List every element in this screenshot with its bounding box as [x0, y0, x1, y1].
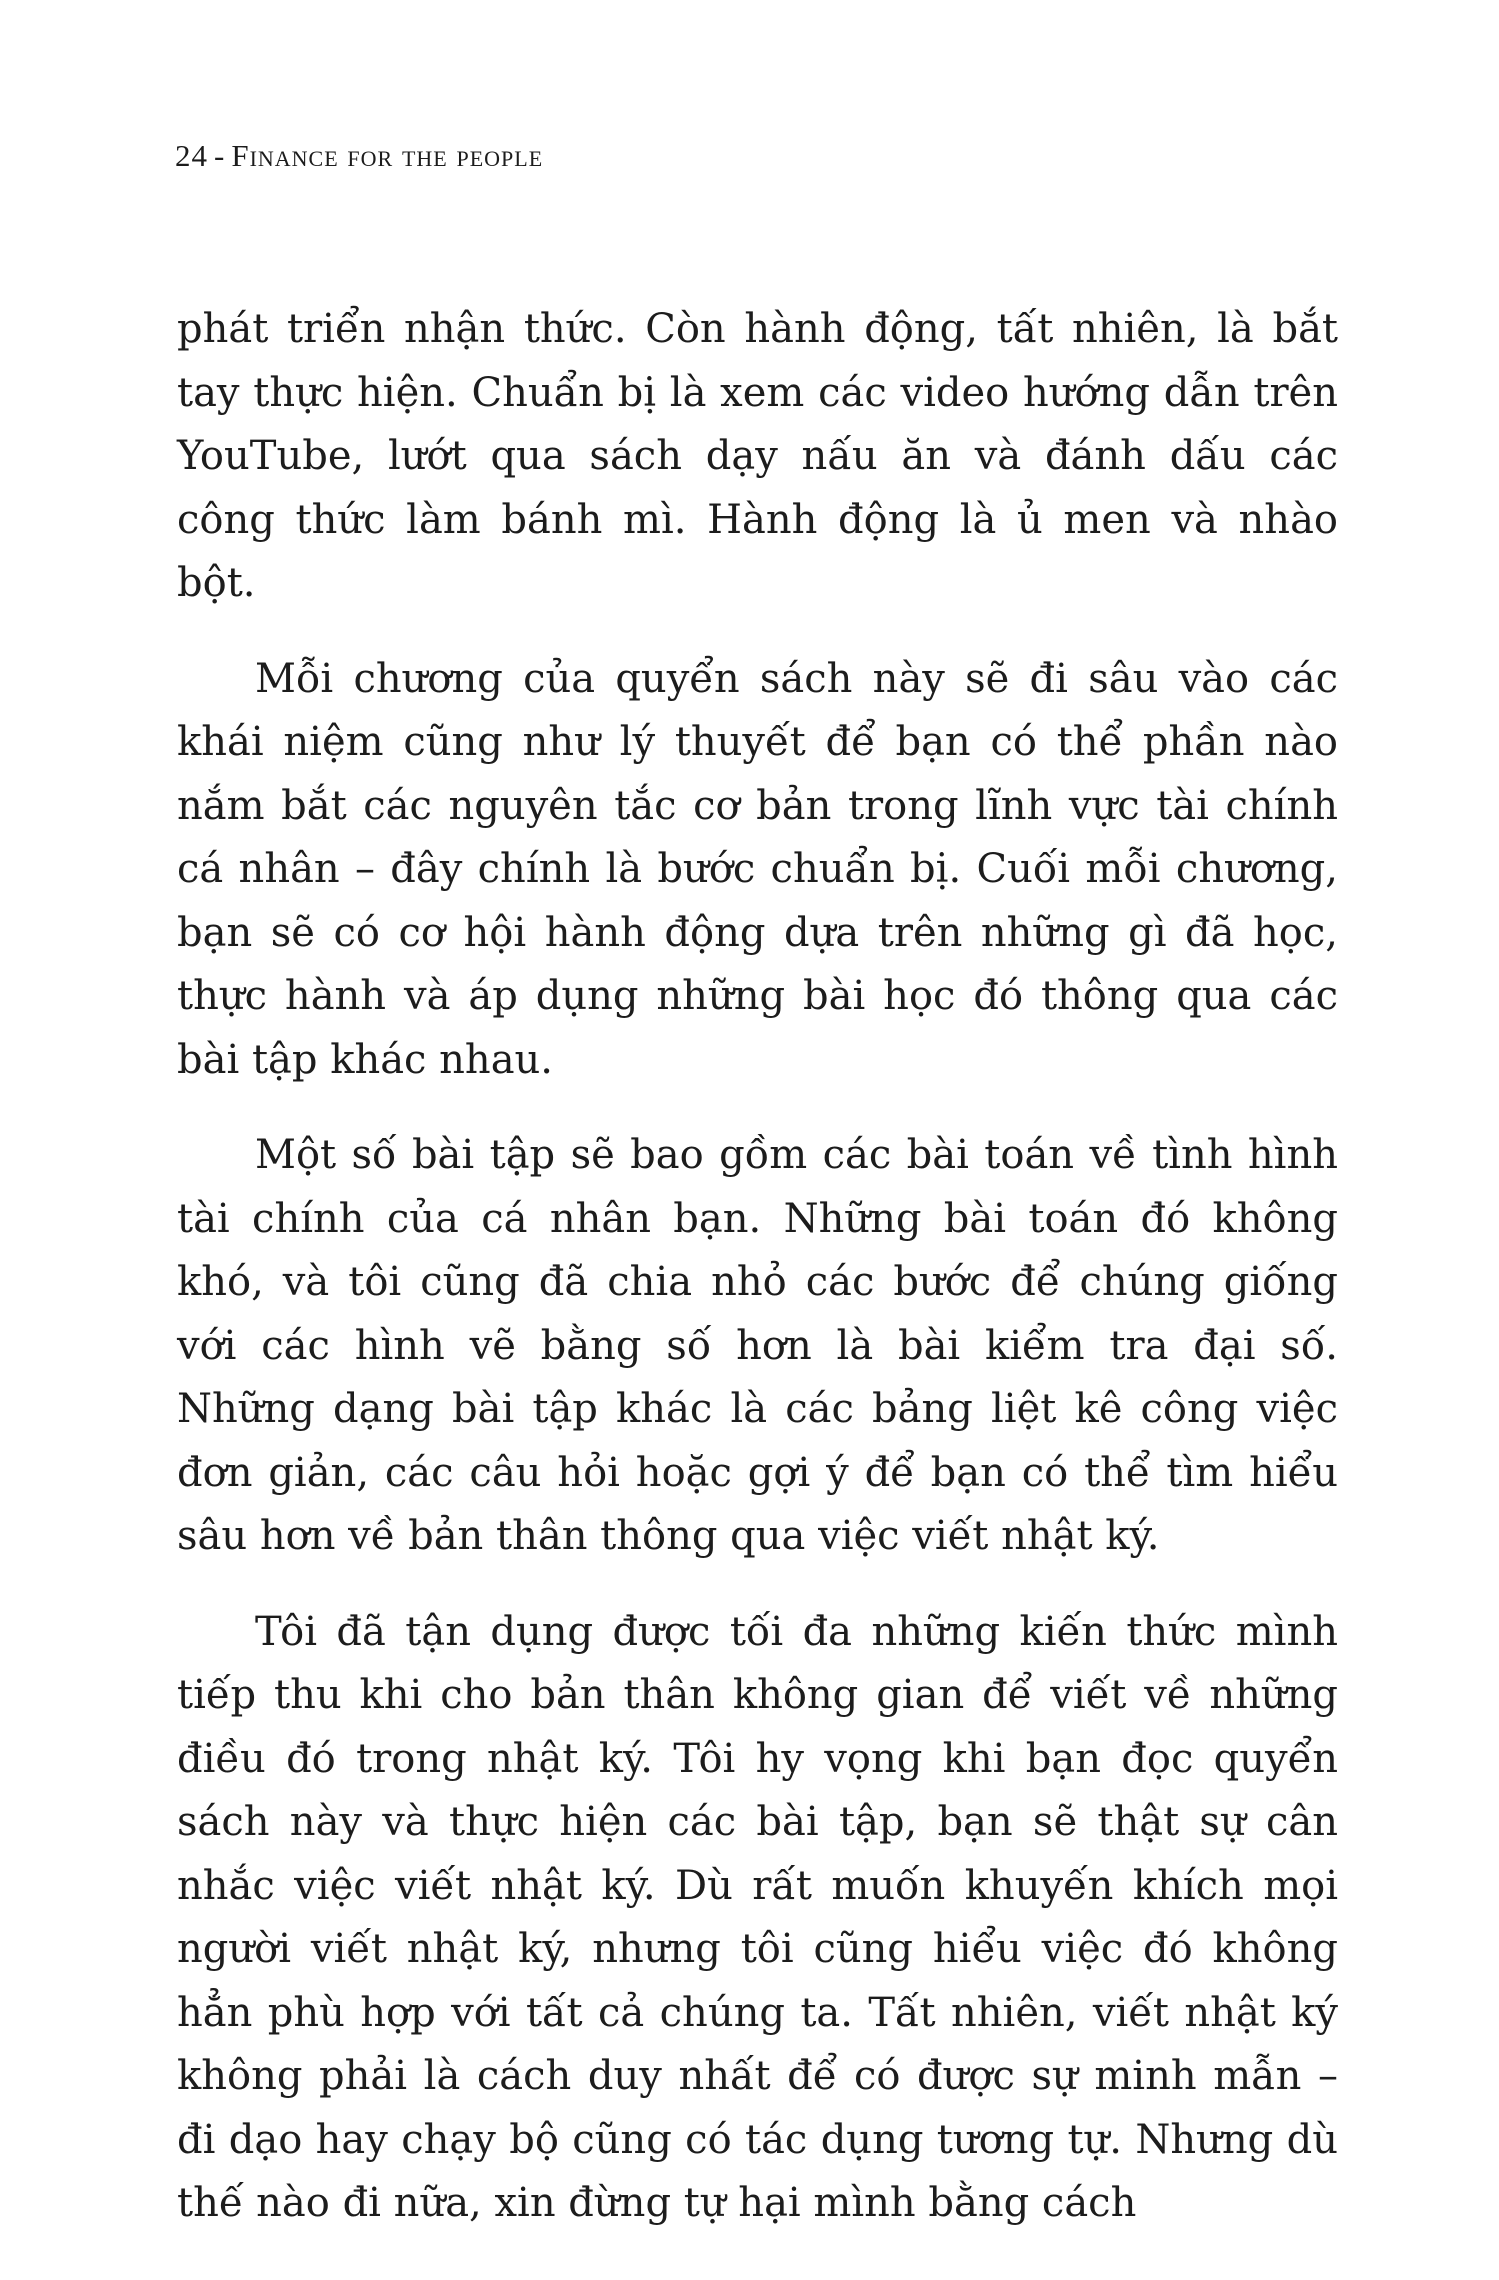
- running-header: [175, 138, 543, 174]
- page-number: 24: [175, 138, 208, 173]
- header-separator: -: [214, 138, 226, 173]
- paragraph: Một số bài tập sẽ bao gồm các bài toán về tình hình tài chính của cá nhân bạn. Những bài toán đó không khó, và tôi cũng đã chia nhỏ các bước để chúng giống với các hình vẽ bằng số hơn là bài kiểm tra đại số. Những dạng bài tập khác là các bảng liệt kê công việc đơn giản, các câu hỏi hoặc gợi ý để bạn có thể tìm hiểu sâu hơn về bản thân thông qua việc viết nhật ký.: [177, 1132, 1338, 1559]
- paragraph: Mỗi chương của quyển sách này sẽ đi sâu vào các khái niệm cũng như lý thuyết để bạn có thể phần nào nắm bắt các nguyên tắc cơ bản trong lĩnh vực tài chính cá nhân – đây chính là bước chuẩn bị. Cuối mỗi chương, bạn sẽ có cơ hội hành động dựa trên những gì đã học, thực hành và áp dụng những bài học đó thông qua các bài tập khác nhau.: [177, 655, 1338, 1083]
- book-title: Finance for the people: [231, 138, 544, 173]
- paragraph-continued: phát triển nhận thức. Còn hành động, tất nhiên, là bắt tay thực hiện. Chuẩn bị là xem các video hướng dẫn trên YouTube, lướt qua sách dạy nấu ăn và đánh dấu các công thức làm bánh mì. Hành động là ủ men và nhào bột.: [177, 306, 1338, 606]
- body-text: [177, 298, 1338, 2268]
- paragraph: Tôi đã tận dụng được tối đa những kiến thức mình tiếp thu khi cho bản thân không gian để viết về những điều đó trong nhật ký. Tôi hy vọng khi bạn đọc quyển sách này và thực hiện các bài tập, bạn sẽ thật sự cân nhắc việc viết nhật ký. Dù rất muốn khuyến khích mọi người viết nhật ký, nhưng tôi cũng hiểu việc đó không hẳn phù hợp với tất cả chúng ta. Tất nhiên, viết nhật ký không phải là cách duy nhất để có được sự minh mẫn – đi dạo hay chạy bộ cũng có tác dụng tương tự. Nhưng dù thế nào đi nữa, xin đừng tự hại mình bằng cách: [177, 1608, 1338, 2226]
